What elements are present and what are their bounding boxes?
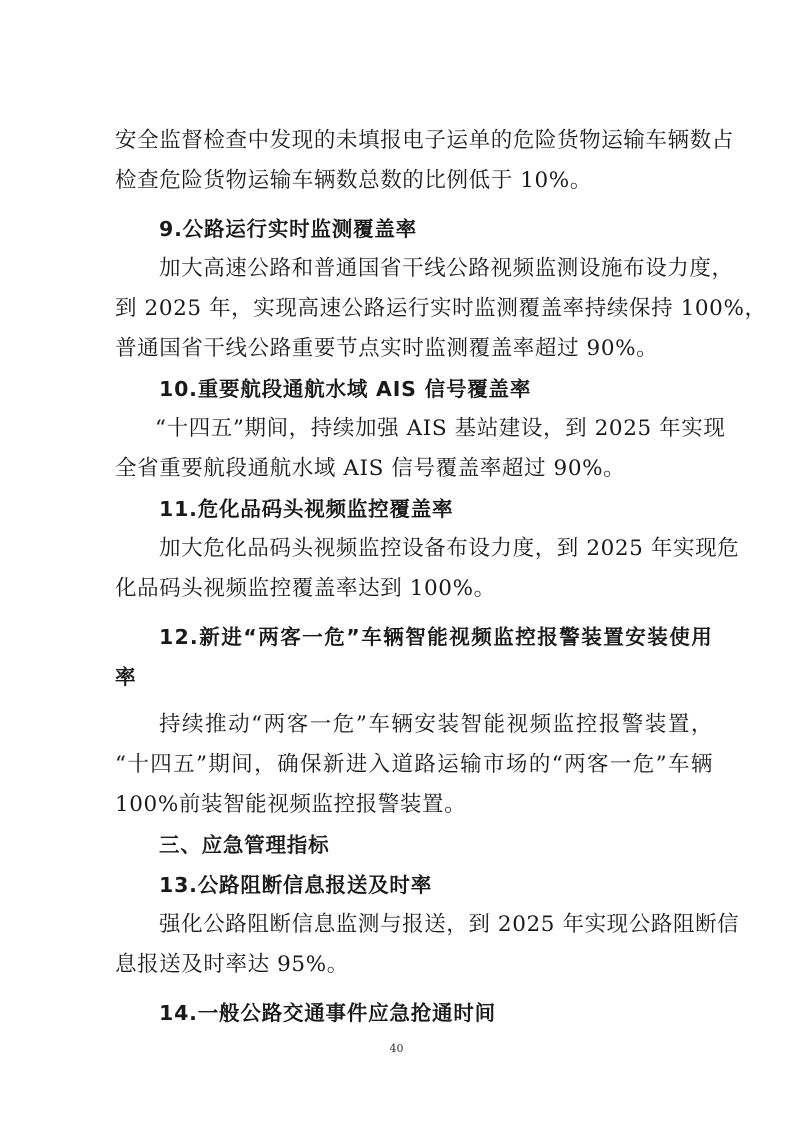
paragraph-line: 加大高速公路和普通国省干线公路视频监测设施布设力度， (159, 256, 734, 281)
paragraph-line: 强化公路阻断信息监测与报送，到 2025 年实现公路阻断信 (159, 912, 740, 937)
section-heading: 14.一般公路交通事件应急抢通时间 (159, 1001, 496, 1025)
paragraph-line: 持续推动“两客一危”车辆安装智能视频监控报警装置， (159, 712, 713, 737)
paragraph-line: 100%前装智能视频监控报警装置。 (115, 792, 467, 817)
page-number: 40 (389, 1042, 404, 1055)
chapter-heading: 三、应急管理指标 (159, 833, 330, 857)
document-body (115, 121, 767, 1033)
paragraph-line: 化品码头视频监控覆盖率达到 100%。 (115, 576, 496, 601)
paragraph-line: 安全监督检查中发现的未填报电子运单的危险货物运输车辆数占 (115, 128, 734, 153)
section-heading: 13.公路阻断信息报送及时率 (159, 873, 433, 897)
section-heading: 9.公路运行实时监测覆盖率 (159, 217, 417, 241)
paragraph-line: 息报送及时率达 95%。 (115, 952, 349, 977)
section-heading-continuation: 率 (115, 665, 137, 689)
paragraph-line: 全省重要航段通航水域 AIS 信号覆盖率超过 90%。 (115, 456, 626, 481)
paragraph-line: 检查危险货物运输车辆数总数的比例低于 10%。 (115, 168, 592, 193)
paragraph-line: “十四五”期间，确保新进入道路运输市场的“两客一危”车辆 (115, 752, 713, 777)
section-heading: 10.重要航段通航水域 AIS 信号覆盖率 (159, 377, 532, 401)
section-heading: 11.危化品码头视频监控覆盖率 (159, 497, 454, 521)
paragraph-line: 到 2025 年，实现高速公路运行实时监测覆盖率持续保持 100%， (115, 296, 767, 321)
paragraph-line: 加大危化品码头视频监控设备布设力度，到 2025 年实现危 (159, 536, 740, 561)
section-heading: 12.新进“两客一危”车辆智能视频监控报警装置安装使用 (159, 625, 713, 649)
paragraph-line: “十四五”期间，持续加强 AIS 基站建设，到 2025 年实现 (155, 416, 726, 441)
paragraph-line: 普通国省干线公路重要节点实时监测覆盖率超过 90%。 (115, 336, 659, 361)
